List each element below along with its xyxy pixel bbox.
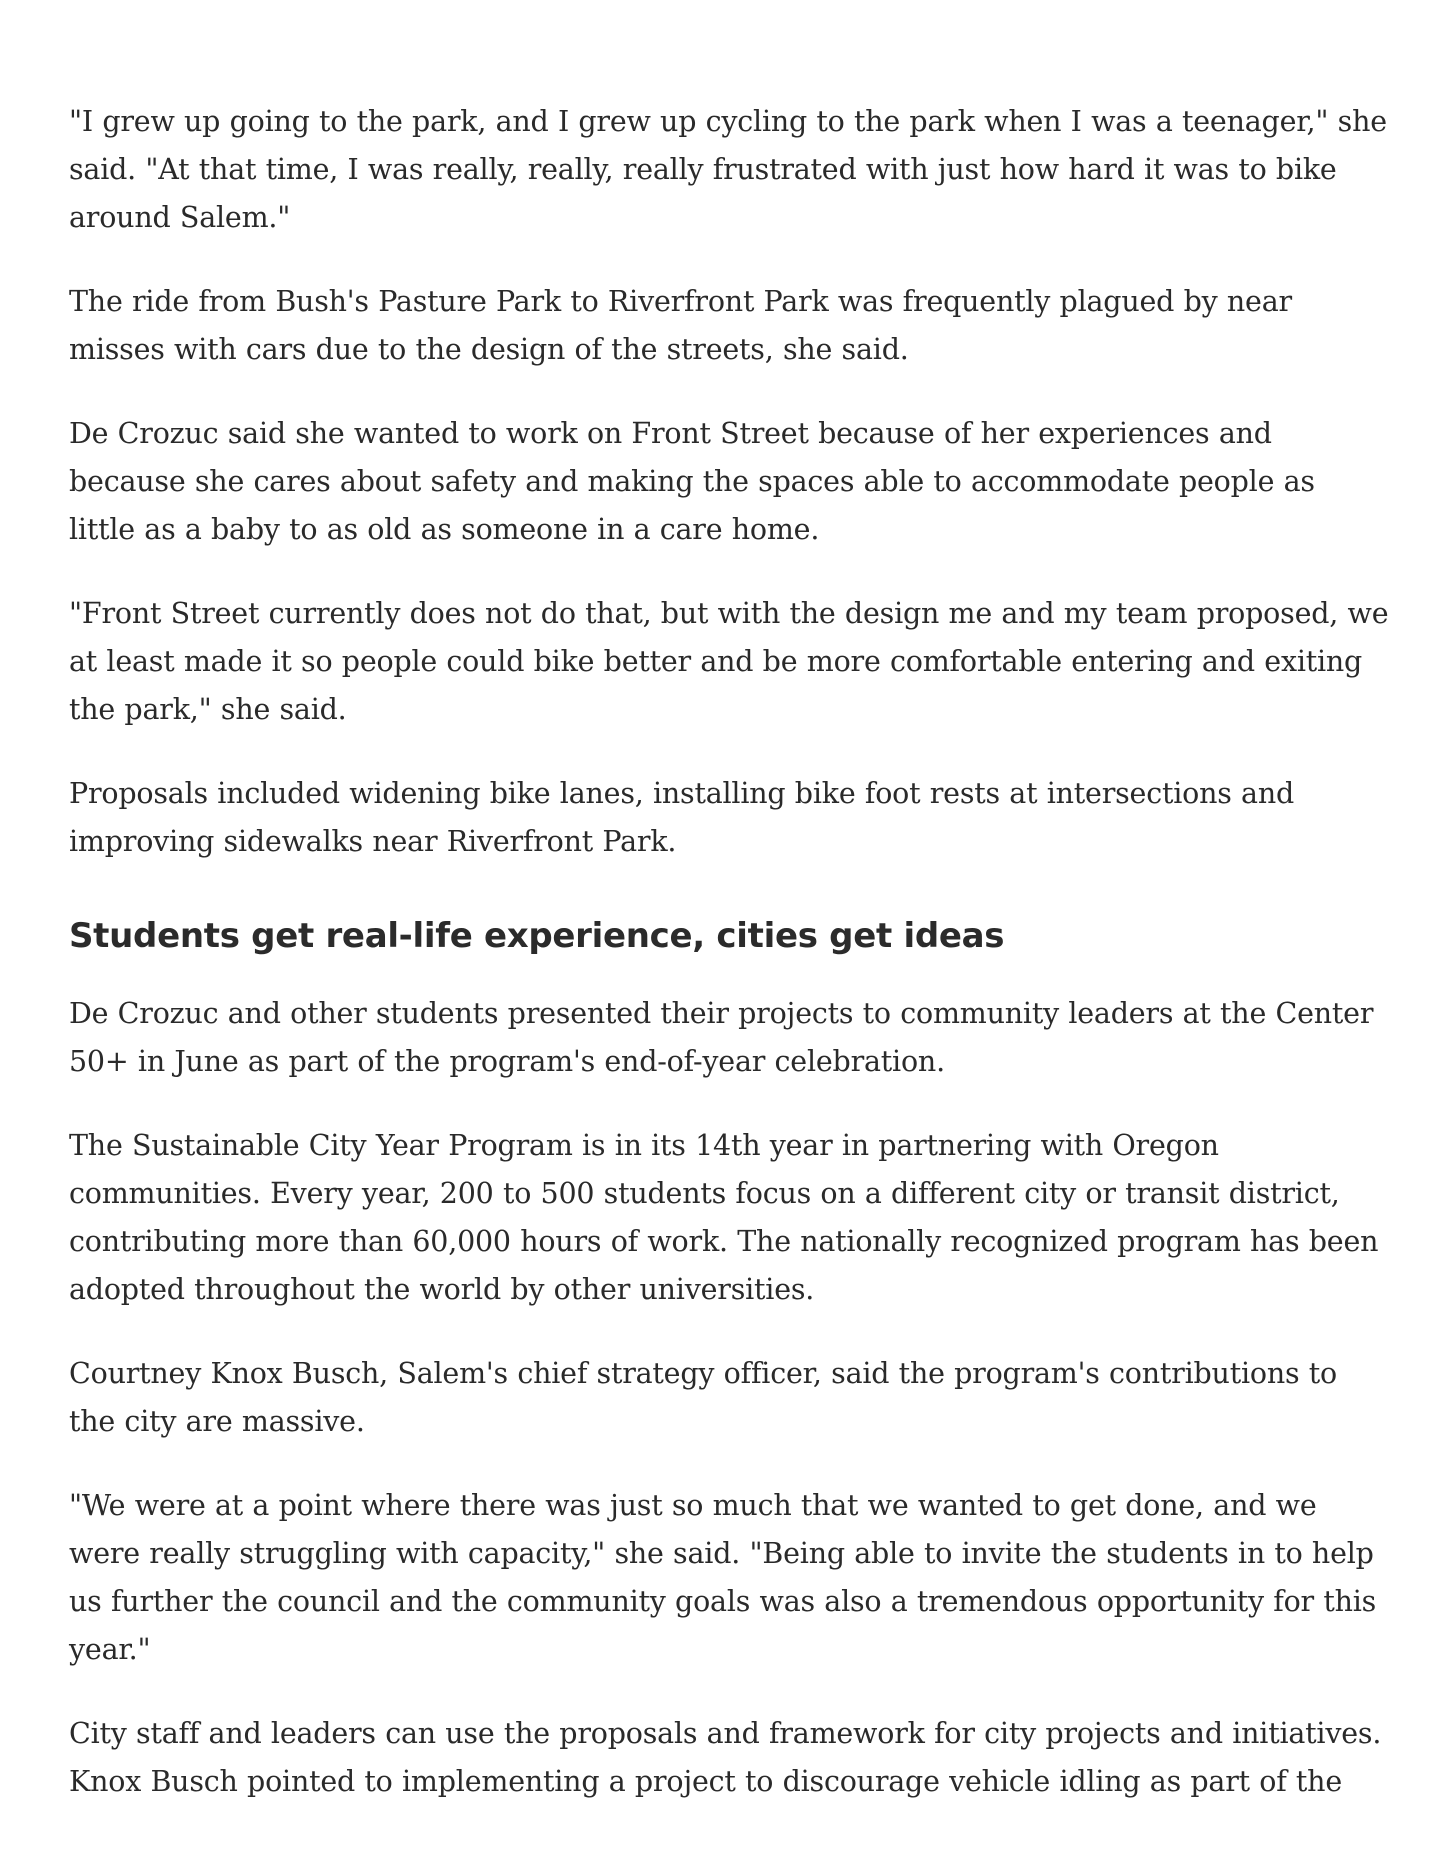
article-paragraph: Courtney Knox Busch, Salem's chief strategy officer, said the program's contributions to the city are massive. [69,1357,1337,1438]
article-body [69,98,1389,1842]
article-paragraph: "I grew up going to the park, and I grew up cycling to the park when I was a teenager," she said. "At that time, I was really, really, really frustrated with just how hard it was to bike around Salem." [69,105,1387,234]
article-paragraph: Proposals included widening bike lanes, installing bike foot rests at intersections and improving sidewalks near Riverfront Park. [69,777,1295,858]
article-paragraph: De Crozuc and other students presented their projects to community leaders at the Center 50+ in June as part of the program's end-of-year celebration. [69,997,1374,1078]
article-paragraph: The ride from Bush's Pasture Park to Riverfront Park was frequently plagued by near misses with cars due to the design of the streets, she said. [69,285,1292,366]
article-paragraph: The Sustainable City Year Program is in its 14th year in partnering with Oregon communities. Every year, 200 to 500 students focus on a different city or transit district, contributing more than 60,000 hours of work. The nationally recognized program has been adopted throughout the world by other universities. [69,1129,1379,1306]
article-paragraph: City staff and leaders can use the proposals and framework for city projects and initiatives. Knox Busch pointed to implementing a project to discourage vehicle idling as part of the [69,1717,1382,1798]
article-paragraph: "Front Street currently does not do that, but with the design me and my team proposed, we at least made it so people could bike better and be more comfortable entering and exiting the park," she said. [69,597,1389,726]
article-paragraph: De Crozuc said she wanted to work on Front Street because of her experiences and because she cares about safety and making the spaces able to accommodate people as little as a baby to as old as someone in a care home. [69,417,1315,546]
article-paragraph: "We were at a point where there was just so much that we wanted to get done, and we were really struggling with capacity," she said. "Being able to invite the students in to help us further the council and the community goals was also a tremendous opportunity for this year." [69,1489,1377,1666]
section-subheading: Students get real-life experience, cities get ideas [69,916,1005,956]
